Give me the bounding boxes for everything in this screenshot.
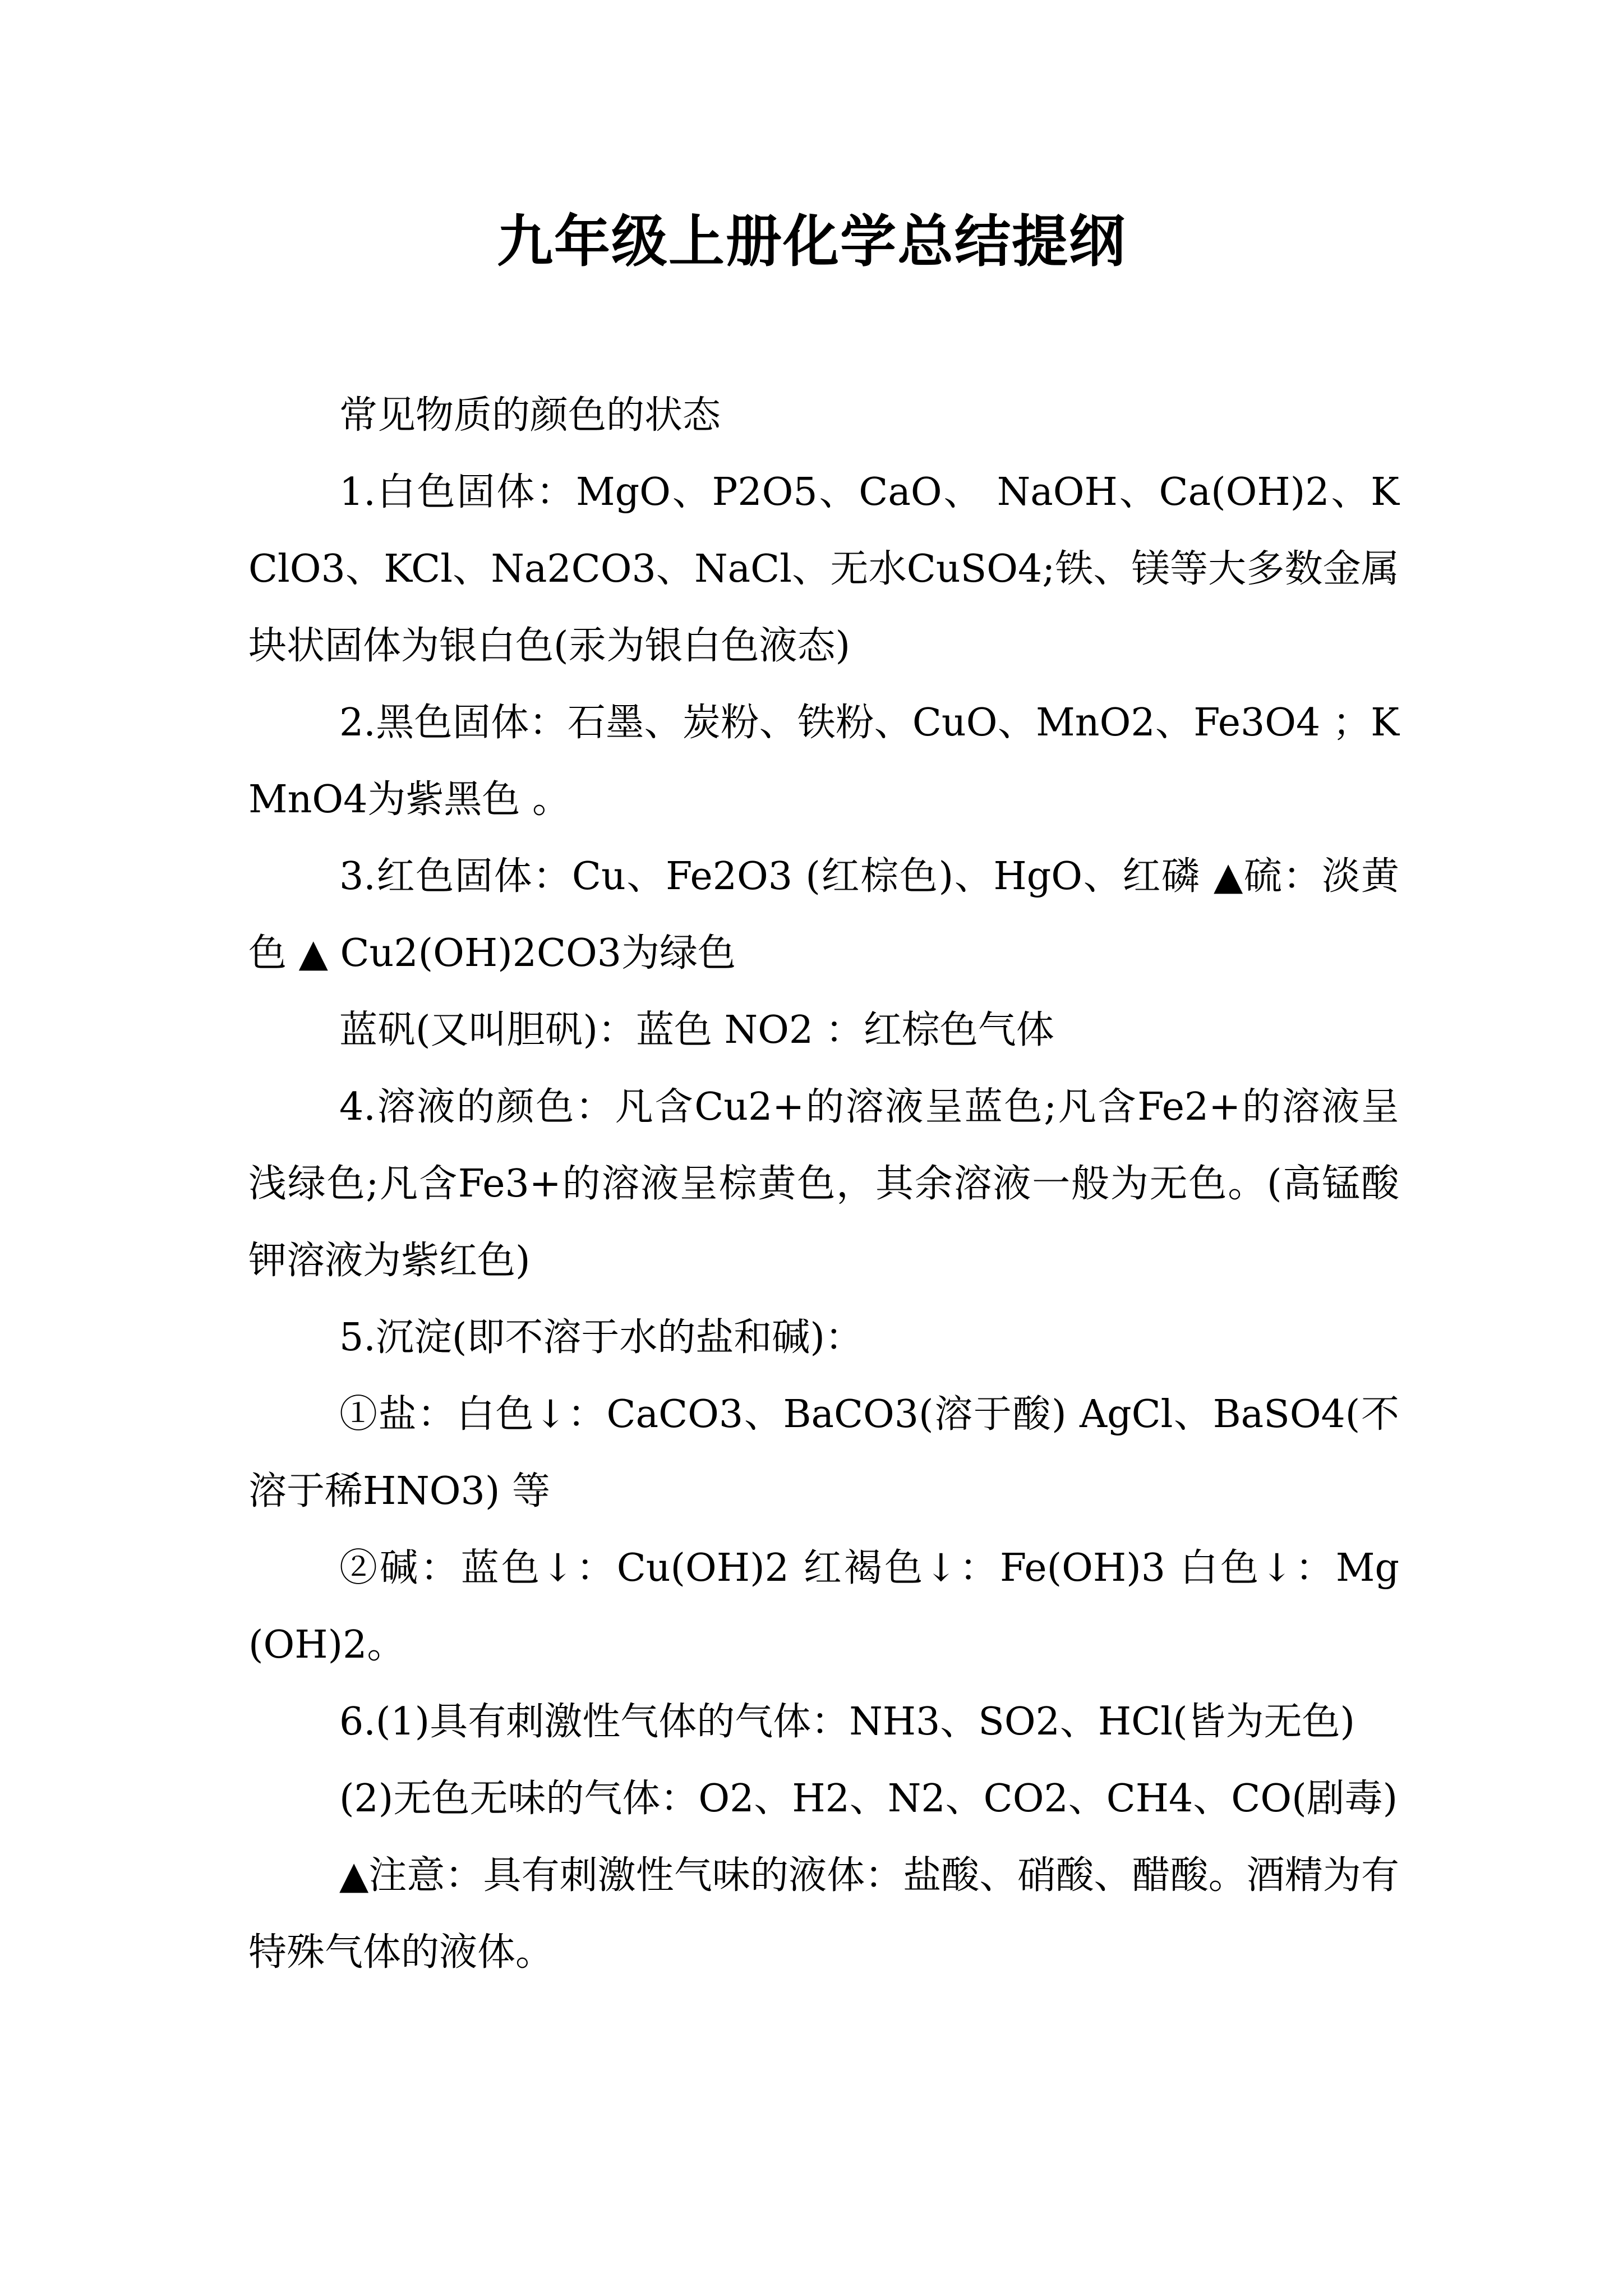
paragraph-salt-precipitates: ①盐：白色↓：CaCO3、BaCO3(溶于酸) AgCl、BaSO4(不溶于稀HNO3) 等 [248,1392,1399,1513]
paragraph-precipitates: 5.沉淀(即不溶于水的盐和碱)： [339,1315,863,1360]
paragraph-red-solids: 3.红色固体：Cu、Fe2O3 (红棕色)、HgO、红磷 ▲硫：淡黄色 ▲ Cu2(OH)2CO3为绿色 [248,854,1399,976]
paragraph-blue-vitriol: 蓝矾(又叫胆矾)：蓝色 NO2 ：红棕色气体 [339,1008,1054,1052]
paragraph-odorless-gases: (2)无色无味的气体：O2、H2、N2、CO2、CH4、CO(剧毒) [339,1777,1398,1821]
paragraph-note: ▲注意：具有刺激性气味的液体：盐酸、硝酸、醋酸。酒精为有特殊气体的液体。 [248,1853,1399,1975]
paragraph-irritating-gases: 6.(1)具有刺激性气体的气体：NH3、SO2、HCl(皆为无色) [339,1700,1355,1744]
paragraph-solution-colors: 4.溶液的颜色：凡含Cu2+的溶液呈蓝色;凡含Fe2+的溶液呈浅绿色;凡含Fe3+的溶液呈棕黄色，其余溶液一般为无色。(高锰酸钾溶液为紫红色) [248,1085,1399,1283]
paragraph-base-precipitates: ②碱：蓝色↓：Cu(OH)2 红褐色↓：Fe(OH)3 白色↓：Mg(OH)2。 [248,1546,1399,1667]
paragraph-white-solids: 1.白色固体：MgO、P2O5、CaO、 NaOH、Ca(OH)2、KClO3、KCl、Na2CO3、NaCl、无水CuSO4;铁、镁等大多数金属块状固体为银白色(汞为银白色液态) [248,470,1399,668]
document-title: 九年级上册化学总结提纲 [497,208,1126,274]
section-heading: 常见物质的颜色的状态 [339,393,721,438]
document-body [248,377,1399,1991]
paragraph-black-solids: 2.黑色固体：石墨、炭粉、铁粉、CuO、MnO2、Fe3O4 ；KMnO4为紫黑色 。 [248,701,1399,822]
